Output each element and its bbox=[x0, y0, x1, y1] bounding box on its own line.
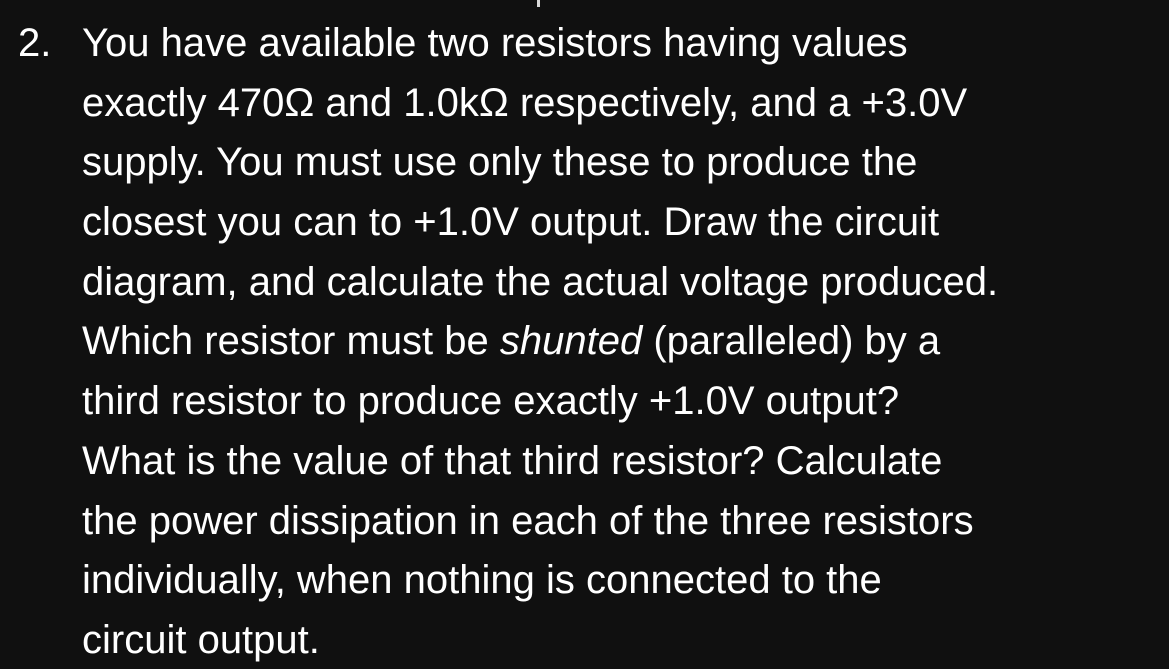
question-line: supply. You must use only these to produce the bbox=[82, 140, 918, 185]
question-line: exactly 470Ω and 1.0kΩ respectively, and a +3.0V bbox=[82, 80, 968, 125]
question-line: individually, when nothing is connected to the bbox=[82, 558, 882, 603]
question-line bbox=[82, 312, 1167, 372]
question-line: closest you can to +1.0V output. Draw the circuit bbox=[82, 200, 940, 245]
question-line: circuit output. bbox=[82, 617, 320, 662]
emphasized-term: shunted bbox=[499, 319, 643, 364]
page-edge-mark bbox=[537, 0, 540, 7]
question-line: What is the value of that third resistor? Calculate bbox=[82, 438, 943, 483]
question-line: third resistor to produce exactly +1.0V output? bbox=[82, 379, 900, 424]
line-text: Which resistor must be bbox=[82, 319, 500, 364]
line-text: (paralleled) by a bbox=[642, 319, 941, 364]
question-line: You have available two resistors having values bbox=[82, 21, 908, 65]
question-line: the power dissipation in each of the three resistors bbox=[82, 498, 974, 543]
question-number: 2. bbox=[18, 21, 52, 65]
question-text bbox=[82, 14, 1167, 669]
question-line: diagram, and calculate the actual voltage produced. bbox=[82, 259, 999, 304]
